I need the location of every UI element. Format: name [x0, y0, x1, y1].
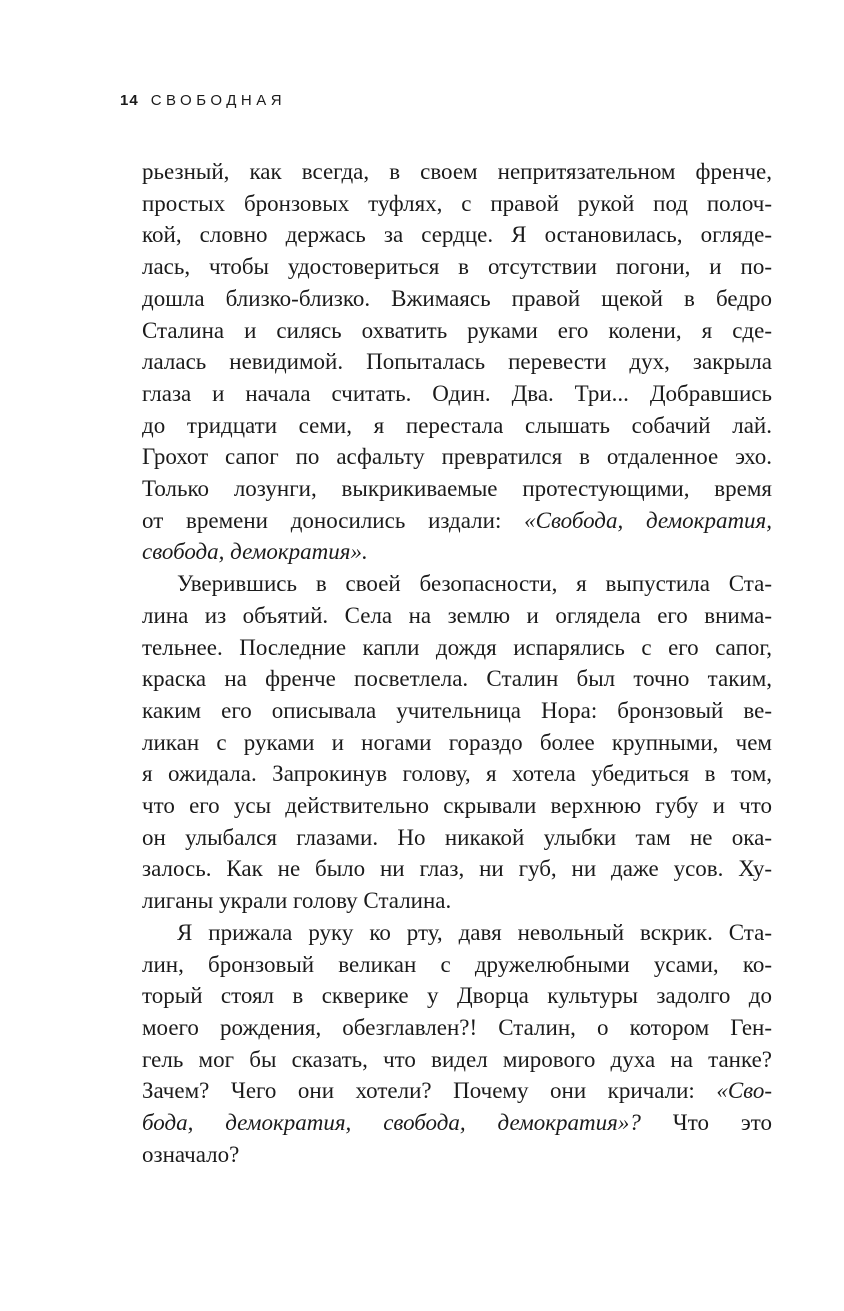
text-line [142, 378, 772, 410]
text-line [142, 917, 772, 949]
text-line [142, 1012, 772, 1044]
text-segment: Уверившись в своей безопасности, я выпустила Ста- [177, 571, 772, 597]
text-segment: до тридцати семи, я перестала слышать собачий лай. [142, 412, 772, 438]
italic-text-segment: «Свобода, демократия, [524, 507, 772, 533]
text-segment: от времени доносились издали: [142, 507, 525, 533]
text-segment: краска на френче посветлела. Сталин был точно таким, [142, 666, 772, 692]
text-segment: ликан с руками и ногами гораздо более крупными, чем [142, 729, 772, 755]
page-number: 14 [120, 92, 139, 109]
text-line [142, 441, 772, 473]
text-segment: лин, бронзовый великан с дружелюбными усами, ко- [142, 951, 772, 977]
text-line [142, 758, 772, 790]
text-segment: моего рождения, обезглавлен?! Сталин, о котором Ген- [142, 1014, 772, 1040]
running-head [120, 92, 286, 110]
text-line [142, 727, 772, 759]
text-segment: означало? [142, 1141, 240, 1167]
text-line [142, 980, 772, 1012]
text-line [142, 600, 772, 632]
text-line [142, 188, 772, 220]
text-line [142, 1075, 772, 1107]
paragraph [142, 917, 772, 1171]
text-line [142, 1044, 772, 1076]
italic-text-segment: бода, демократия, свобода, демократия»? [142, 1110, 641, 1136]
text-segment: он улыбался глазами. Но никакой улыбки там не ока- [142, 824, 772, 850]
text-segment: Зачем? Чего они хотели? Почему они кричали: [142, 1078, 717, 1104]
text-line [142, 885, 772, 917]
text-line [142, 283, 772, 315]
paragraph [142, 156, 772, 568]
text-line [142, 315, 772, 347]
text-segment: Только лозунги, выкрикиваемые протестующими, время [142, 476, 772, 502]
text-segment: лиганы украли голову Сталина. [142, 888, 452, 914]
text-segment: Я прижала руку ко рту, давя невольный вскрик. Ста- [177, 919, 772, 945]
text-line [142, 346, 772, 378]
text-segment: рьезный, как всегда, в своем непритязательном френче, [142, 159, 772, 184]
text-line [142, 473, 772, 505]
text-segment: залось. Как не было ни глаз, ни губ, ни даже усов. Ху- [142, 856, 772, 882]
text-line [142, 410, 772, 442]
text-line [142, 663, 772, 695]
text-column [142, 156, 772, 1171]
text-segment: простых бронзовых туфлях, с правой рукой под полоч- [142, 190, 772, 216]
italic-text-segment: «Сво- [716, 1078, 772, 1104]
text-line [142, 1139, 772, 1171]
text-line [142, 790, 772, 822]
text-line [142, 632, 772, 664]
text-line [142, 251, 772, 283]
text-line [142, 536, 772, 568]
text-segment: гель мог бы сказать, что видел мирового духа на танке? [142, 1046, 772, 1072]
text-segment: Грохот сапог по асфальту превратился в отдаленное эхо. [142, 444, 772, 470]
text-segment: лась, чтобы удостовериться в отсутствии погони, и по- [142, 254, 772, 280]
book-title: СВОБОДНАЯ [150, 92, 287, 109]
text-segment: торый стоял в скверике у Дворца культуры задолго до [142, 983, 772, 1009]
text-line [142, 695, 772, 727]
text-line [142, 505, 772, 537]
text-segment: Сталина и силясь охватить руками его колени, я сде- [142, 317, 772, 343]
text-segment: каким его описывала учительница Нора: бронзовый ве- [142, 697, 772, 723]
text-segment: лина из объятий. Села на землю и оглядела его внима- [142, 602, 772, 628]
text-line [142, 1107, 772, 1139]
text-segment: лалась невидимой. Попыталась перевести дух, закрыла [142, 349, 772, 375]
text-line [142, 568, 772, 600]
text-segment: что его усы действительно скрывали верхнюю губу и что [142, 793, 772, 819]
text-segment: дошла близко-близко. Вжимаясь правой щекой в бедро [142, 285, 772, 311]
text-line [142, 853, 772, 885]
italic-text-segment: свобода, демократия». [142, 539, 368, 565]
text-line [142, 822, 772, 854]
text-segment: кой, словно держась за сердце. Я остановилась, огляде- [142, 222, 772, 248]
text-line [142, 219, 772, 251]
text-segment: я ожидала. Запрокинув голову, я хотела убедиться в том, [142, 761, 772, 787]
text-line [142, 156, 772, 188]
text-segment: Что это [640, 1110, 772, 1136]
text-segment: тельнее. Последние капли дождя испарялись с его сапог, [142, 634, 772, 660]
text-segment: глаза и начала считать. Один. Два. Три... Добравшись [142, 380, 772, 406]
text-line [142, 949, 772, 981]
paragraph [142, 568, 772, 917]
